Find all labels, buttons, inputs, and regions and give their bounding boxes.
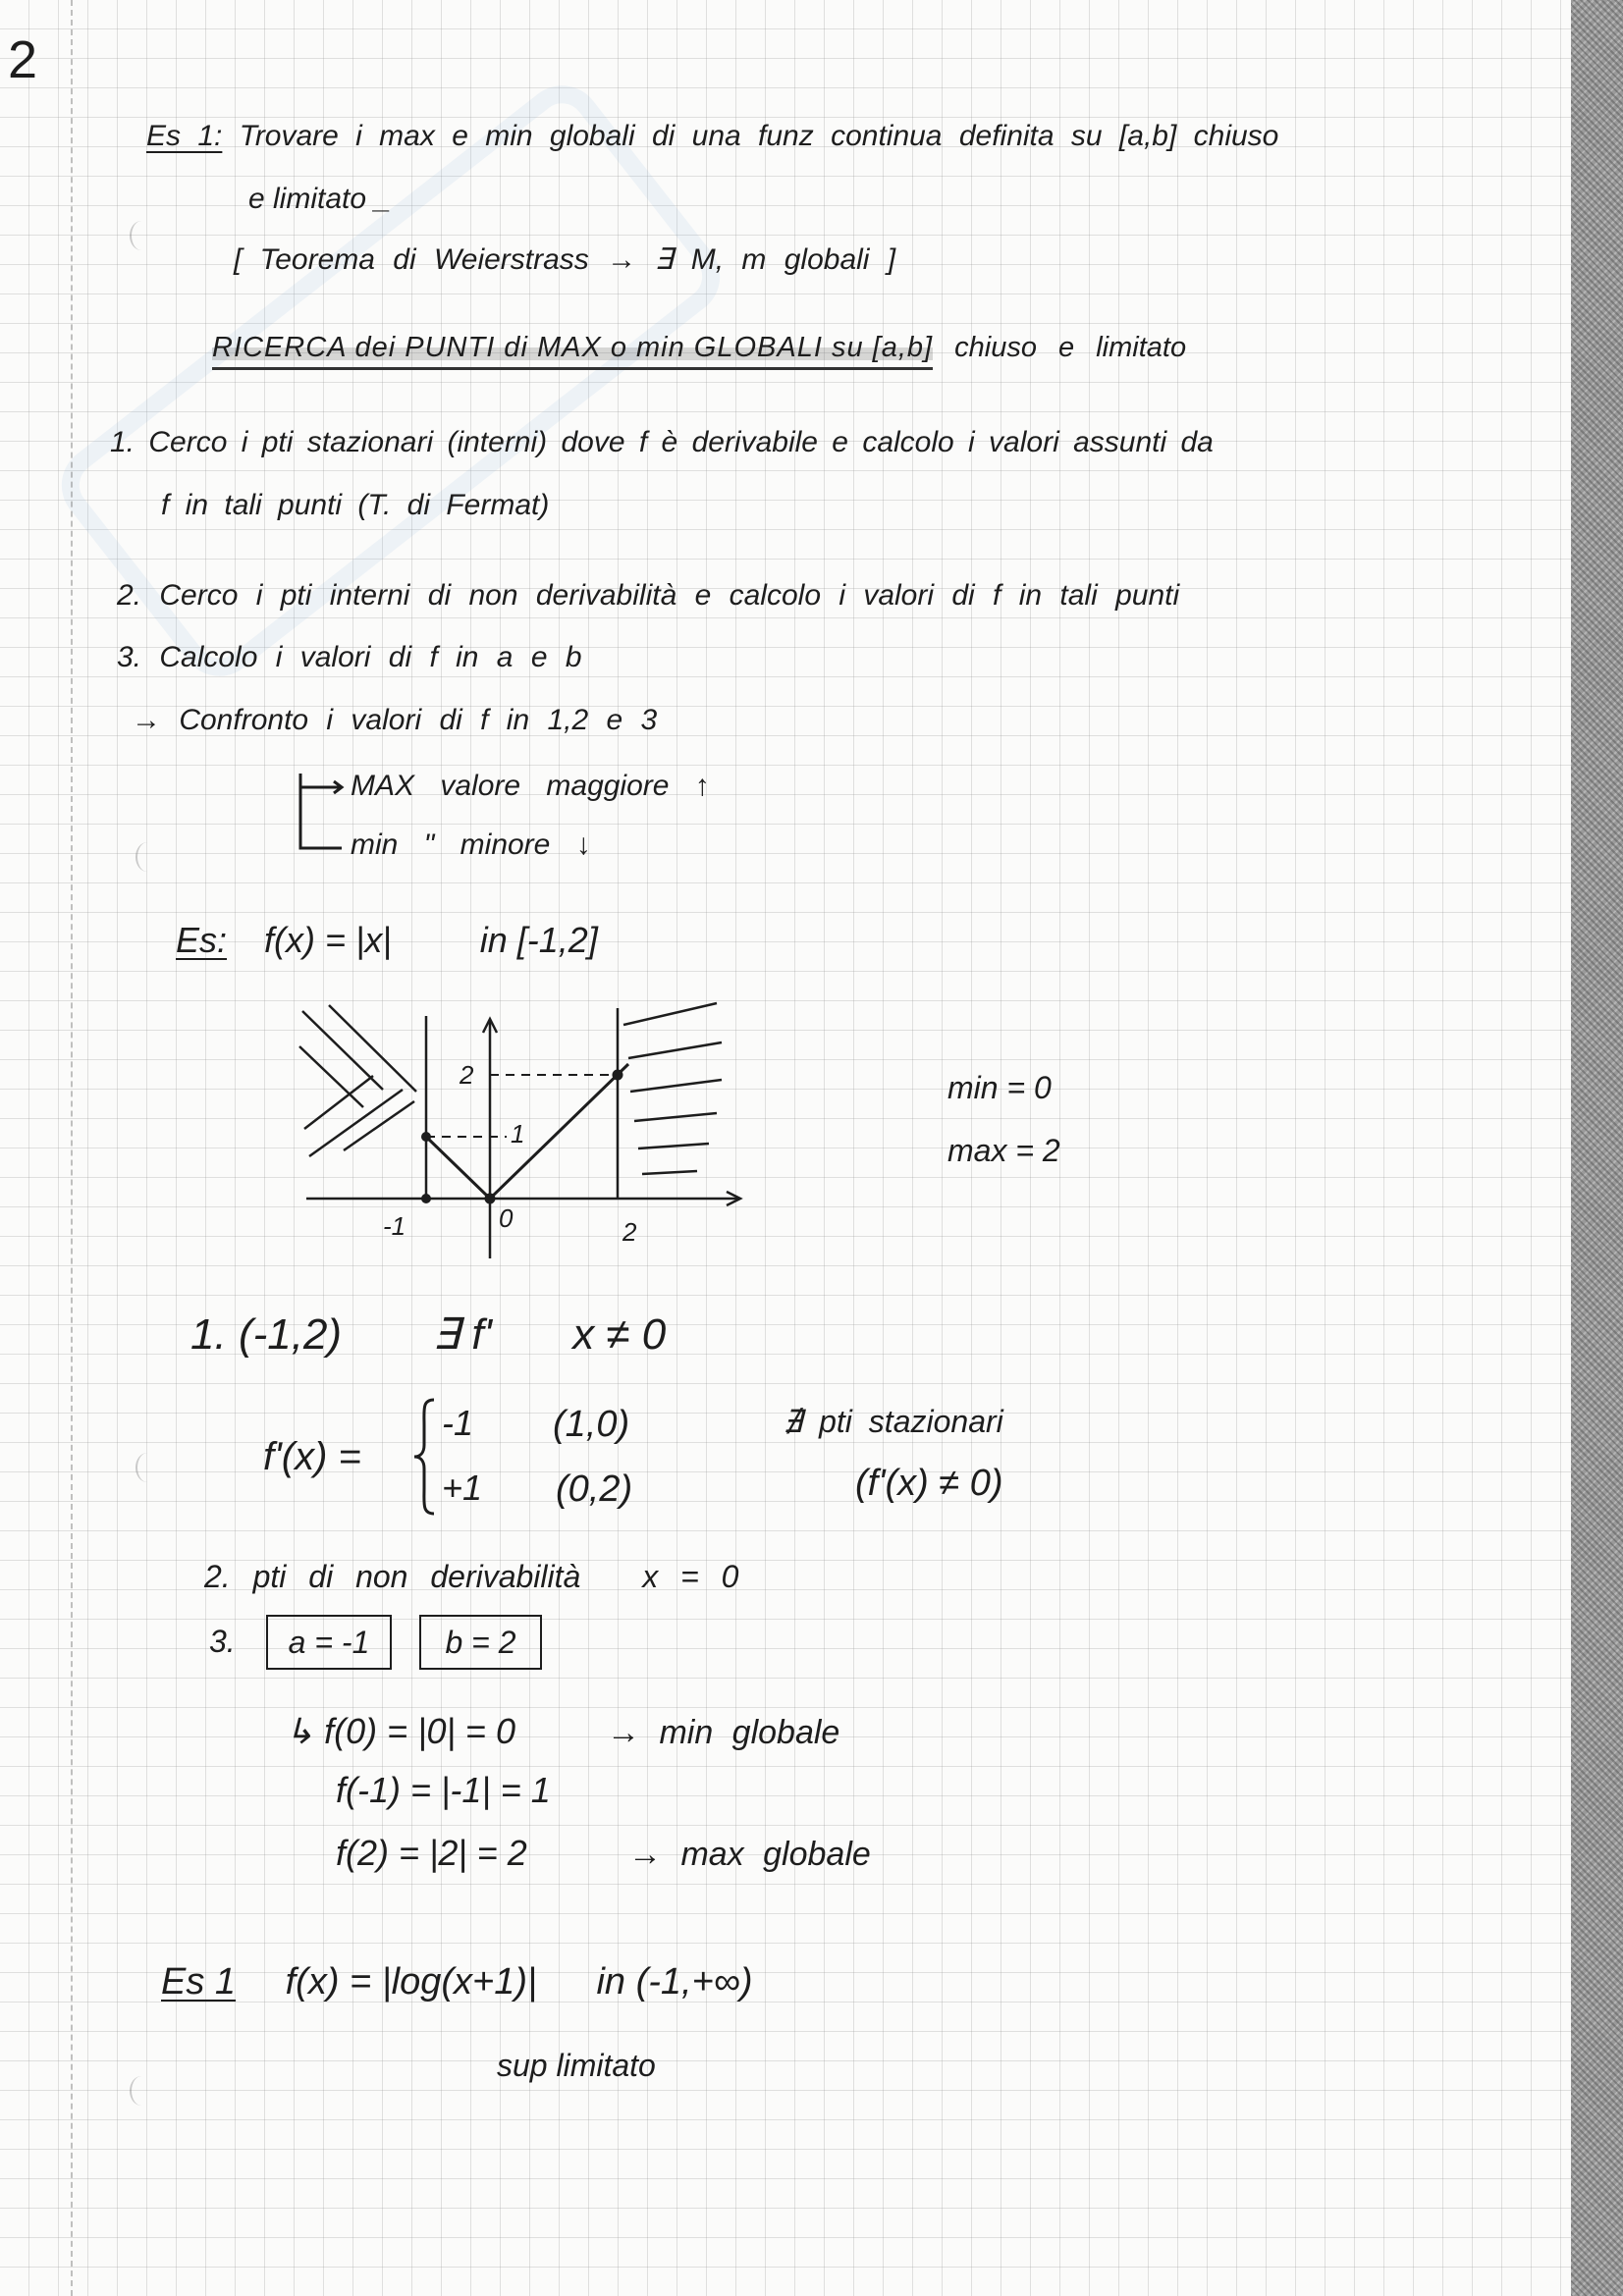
derivative-case-2-value: +1	[442, 1468, 483, 1508]
derivative-case-1-value: -1	[442, 1403, 474, 1443]
x-tick-0: 0	[499, 1203, 514, 1233]
procedure-compare: → Confronto i valori di f in 1,2 e 3	[132, 704, 658, 736]
hatch-left	[299, 1005, 416, 1156]
exercise-2-label: Es 1	[161, 1961, 237, 2002]
max-rule: MAX valore maggiore ↑	[351, 770, 710, 802]
evaluation-f2: f(2) = |2| = 2	[336, 1833, 527, 1873]
no-stationary-points: ∄ pti stazionari	[783, 1404, 1003, 1439]
derivative-lhs: f'(x) =	[263, 1435, 361, 1478]
punch-mark	[135, 1453, 159, 1482]
derivative-nonzero: (f'(x) ≠ 0)	[855, 1463, 1003, 1504]
point-2-value: x = 0	[642, 1559, 739, 1594]
example-header	[176, 920, 598, 960]
point-2-text: 2. pti di non derivabilità	[204, 1559, 581, 1594]
procedure-step-1-line1: 1. Cerco i pti stazionari (interni) dove f è derivabile e calcolo i valori assunti da	[110, 426, 1214, 458]
procedure-step-2: 2. Cerco i pti interni di non derivabilità e calcolo i valori di f in tali punti	[117, 579, 1180, 612]
box-b-value: b = 2	[445, 1625, 516, 1660]
point-minus1-1	[421, 1132, 431, 1142]
procedure-heading-line	[212, 334, 1186, 362]
evaluation-f0: ↳ f(0) = |0| = 0	[285, 1711, 515, 1751]
margin-line	[71, 0, 73, 2296]
box-a-value: a = -1	[288, 1625, 370, 1660]
max-result: max = 2	[947, 1133, 1060, 1168]
box-b	[419, 1615, 542, 1670]
punch-mark	[130, 221, 153, 250]
exercise-1-text: Trovare i max e min globali di una funz continua definita su [a,b] chiuso	[239, 120, 1279, 152]
x-tick-2: 2	[622, 1217, 637, 1247]
exercise-2-header	[161, 1963, 753, 2001]
point-1-exists: ∃ f'	[432, 1310, 492, 1359]
exercise-1-statement-line2: e limitato _	[248, 183, 392, 215]
hatch-right	[623, 1003, 722, 1174]
exercise-2-interval: in (-1,+∞)	[596, 1961, 753, 2002]
example-point-2	[204, 1561, 738, 1592]
example-function: f(x) = |x|	[264, 920, 392, 960]
abs-function-graph	[285, 982, 756, 1276]
point-origin	[485, 1194, 496, 1204]
point-1-interval: (-1,2)	[238, 1310, 343, 1359]
point-2-2	[613, 1070, 623, 1081]
punch-mark	[130, 2076, 153, 2106]
evaluation-f-minus1: f(-1) = |-1| = 1	[336, 1770, 551, 1810]
punch-mark	[135, 842, 159, 872]
weierstrass-theorem: [ Teorema di Weierstrass → ∃ M, m globali ]	[234, 243, 896, 276]
procedure-heading: RICERCA dei PUNTI di MAX o min GLOBALI su [a,b]	[212, 332, 933, 370]
cases-brace	[410, 1396, 440, 1518]
example-label: Es:	[176, 920, 228, 960]
min-result: min = 0	[947, 1070, 1052, 1105]
max-min-bracket	[291, 770, 350, 858]
abs-curve	[426, 1064, 628, 1199]
y-tick-2: 2	[460, 1060, 474, 1090]
derivative-case-2-interval: (0,2)	[556, 1468, 633, 1510]
min-rule: min " minore ↓	[351, 828, 591, 861]
exercise-2-function: f(x) = |log(x+1)|	[285, 1961, 537, 2002]
point-1-number: 1.	[190, 1310, 227, 1359]
evaluation-f0-result: → min globale	[607, 1714, 840, 1751]
x-tick-minus-1: -1	[383, 1211, 406, 1241]
point-minus1-0	[421, 1194, 431, 1203]
example-point-1	[190, 1310, 667, 1359]
page-number: 2	[8, 30, 38, 89]
derivative-case-1-interval: (1,0)	[553, 1404, 630, 1445]
procedure-step-1-line2: f in tali punti (T. di Fermat)	[161, 489, 550, 521]
point-1-condition: x ≠ 0	[572, 1310, 667, 1359]
procedure-step-3: 3. Calcolo i valori di f in a e b	[117, 641, 582, 673]
exercise-1-statement-line1	[146, 122, 1278, 151]
box-a	[266, 1615, 392, 1670]
evaluation-f2-result: → max globale	[628, 1836, 871, 1873]
scan-edge-strip	[1571, 0, 1623, 2296]
procedure-heading-tail: chiuso e limitato	[954, 332, 1187, 363]
exercise-1-label: Es 1:	[146, 120, 223, 152]
y-tick-1: 1	[511, 1119, 525, 1148]
exercise-2-note: sup limitato	[497, 2048, 656, 2083]
point-3-number: 3.	[209, 1624, 236, 1659]
example-interval: in [-1,2]	[479, 920, 598, 960]
